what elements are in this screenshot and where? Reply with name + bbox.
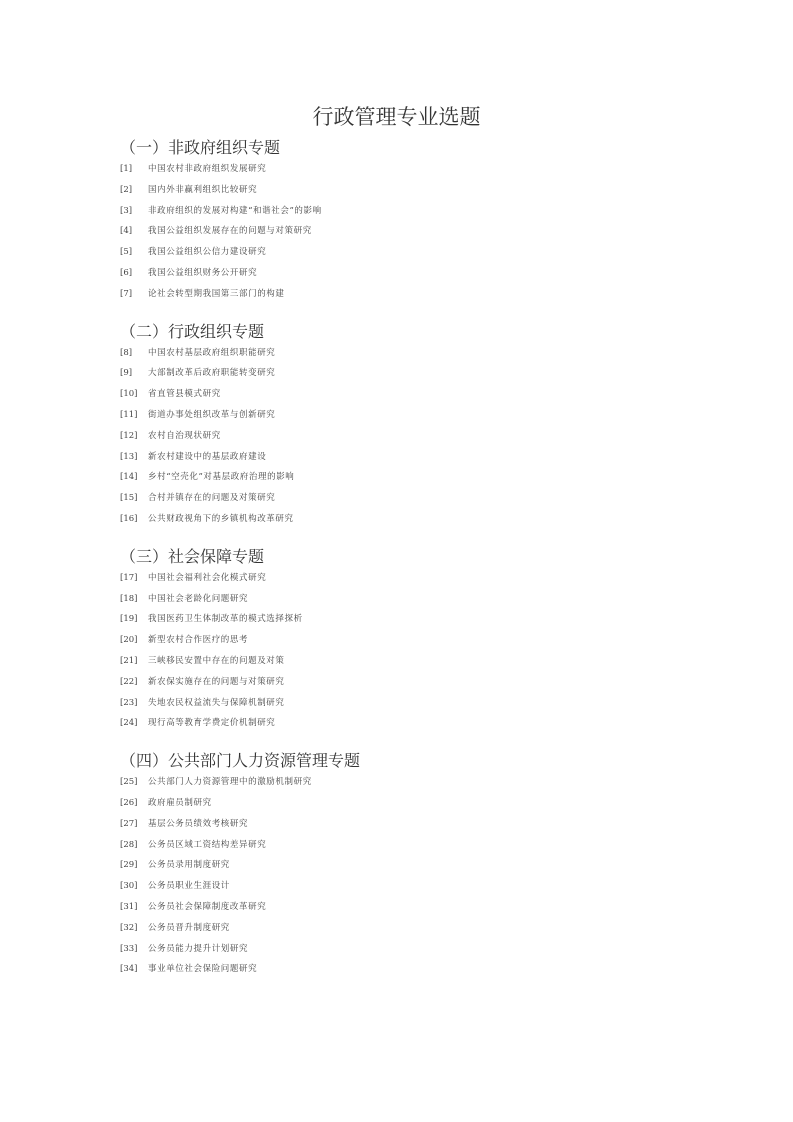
topic-list <box>120 343 680 530</box>
section-title: （三）社会保障专题 <box>120 546 265 566</box>
topic-text: 公共财政视角下的乡镇机构改革研究 <box>148 513 294 524</box>
topic-item <box>120 939 680 960</box>
topic-text: 我国医药卫生体制改革的模式选择探析 <box>148 614 303 625</box>
topic-text: 现行高等教育学费定价机制研究 <box>148 718 276 729</box>
topic-item <box>120 855 680 876</box>
topic-number: [21] <box>120 655 138 666</box>
section-social-security <box>120 546 680 734</box>
topic-number: [1] <box>120 164 133 174</box>
topic-number: [3] <box>120 205 133 216</box>
topic-number: [22] <box>120 676 138 687</box>
topic-number: [28] <box>120 839 138 850</box>
topic-item <box>120 835 680 856</box>
topic-item <box>120 180 680 201</box>
topic-item <box>120 242 680 263</box>
topic-number: [5] <box>120 247 133 258</box>
topic-item <box>120 426 680 447</box>
topic-item <box>120 793 680 814</box>
topic-number: [6] <box>120 267 133 278</box>
topic-text: 公务员职业生涯设计 <box>148 881 230 892</box>
topic-text: 公务员录用制度研究 <box>148 860 230 871</box>
topic-item <box>120 672 680 693</box>
topic-item <box>120 897 680 918</box>
topic-number: [16] <box>120 513 138 524</box>
topic-number: [14] <box>120 472 138 483</box>
topic-sections <box>120 137 680 980</box>
topic-list <box>120 159 680 305</box>
topic-text: 中国农村非政府组织发展研究 <box>148 164 267 174</box>
topic-item <box>120 693 680 714</box>
topic-text: 我国公益组织公信力建设研究 <box>148 247 267 258</box>
topic-text: 公务员区域工资结构差异研究 <box>148 839 267 850</box>
topic-text: 公务员社会保障制度改革研究 <box>148 901 267 912</box>
topic-item <box>120 488 680 509</box>
topic-number: [13] <box>120 451 138 462</box>
topic-number: [8] <box>120 347 133 358</box>
topic-text: 合村并镇存在的问题及对策研究 <box>148 493 276 504</box>
topic-number: [20] <box>120 635 138 646</box>
topic-item <box>120 284 680 305</box>
section-title: （二）行政组织专题 <box>120 321 265 341</box>
topic-number: [4] <box>120 226 133 237</box>
topic-text: 中国社会老龄化问题研究 <box>148 593 249 604</box>
document-title: 行政管理专业选题 <box>312 105 481 129</box>
section-admin-org <box>120 321 680 530</box>
topic-number: [24] <box>120 718 138 729</box>
topic-text: 政府雇员制研究 <box>148 797 212 808</box>
topic-item <box>120 201 680 222</box>
topic-text: 省直管县模式研究 <box>148 389 221 400</box>
topic-item <box>120 713 680 734</box>
topic-number: [33] <box>120 943 138 954</box>
topic-item <box>120 221 680 242</box>
topic-text: 中国社会福利社会化模式研究 <box>148 572 267 583</box>
topic-number: [17] <box>120 572 138 583</box>
topic-item <box>120 363 680 384</box>
topic-list <box>120 772 680 980</box>
topic-number: [32] <box>120 922 138 933</box>
topic-number: [25] <box>120 777 138 788</box>
section-title: （一）非政府组织专题 <box>120 138 281 157</box>
topic-number: [31] <box>120 901 138 912</box>
topic-item <box>120 876 680 897</box>
topic-text: 乡村“空壳化”对基层政府治理的影响 <box>148 472 295 483</box>
topic-text: 非政府组织的发展对构建“和谐社会”的影响 <box>148 205 322 216</box>
topic-item <box>120 959 680 980</box>
topic-item <box>120 814 680 835</box>
topic-number: [34] <box>120 964 138 975</box>
topic-text: 中国农村基层政府组织职能研究 <box>148 347 276 358</box>
topic-item <box>120 918 680 939</box>
topic-number: [26] <box>120 797 138 808</box>
topic-text: 公务员晋升制度研究 <box>148 922 230 933</box>
topic-list <box>120 568 680 734</box>
topic-item <box>120 447 680 468</box>
topic-text: 新型农村合作医疗的思考 <box>148 635 249 646</box>
topic-number: [18] <box>120 593 138 604</box>
topic-item <box>120 772 680 793</box>
topic-text: 三峡移民安置中存在的问题及对策 <box>148 655 285 666</box>
topic-text: 国内外非赢利组织比较研究 <box>148 184 258 195</box>
topic-item <box>120 630 680 651</box>
topic-text: 事业单位社会保险问题研究 <box>148 964 258 975</box>
topic-text: 论社会转型期我国第三部门的构建 <box>148 288 285 299</box>
topic-text: 新农村建设中的基层政府建设 <box>148 451 267 462</box>
topic-number: [27] <box>120 818 138 829</box>
topic-text: 我国公益组织财务公开研究 <box>148 267 258 278</box>
section-title: （四）公共部门人力资源管理专题 <box>120 751 361 771</box>
topic-text: 公务员能力提升计划研究 <box>148 943 249 954</box>
topic-number: [11] <box>120 409 138 420</box>
topic-text: 公共部门人力资源管理中的激励机制研究 <box>148 777 312 788</box>
topic-item <box>120 509 680 530</box>
topic-number: [10] <box>120 389 138 400</box>
topic-text: 大部制改革后政府职能转变研究 <box>148 368 276 379</box>
topic-item <box>120 405 680 426</box>
topic-number: [30] <box>120 881 138 892</box>
topic-item <box>120 568 680 589</box>
topic-text: 新农保实施存在的问题与对策研究 <box>148 676 285 687</box>
topic-number: [7] <box>120 288 133 299</box>
topic-number: [23] <box>120 697 138 708</box>
topic-number: [9] <box>120 368 133 379</box>
topic-text: 街道办事处组织改革与创新研究 <box>148 409 276 420</box>
topic-item <box>120 467 680 488</box>
topic-item <box>120 343 680 364</box>
topic-text: 我国公益组织发展存在的问题与对策研究 <box>148 226 312 237</box>
topic-number: [12] <box>120 430 138 441</box>
topic-item <box>120 263 680 284</box>
topic-number: [15] <box>120 493 138 504</box>
topic-item <box>120 384 680 405</box>
topic-text: 失地农民权益流失与保障机制研究 <box>148 697 285 708</box>
section-ngo <box>120 137 680 305</box>
topic-text: 农村自治现状研究 <box>148 430 221 441</box>
topic-number: [2] <box>120 184 133 195</box>
topic-item <box>120 609 680 630</box>
topic-number: [19] <box>120 614 138 625</box>
section-public-hr <box>120 750 680 980</box>
topic-item <box>120 651 680 672</box>
topic-item <box>120 589 680 610</box>
topic-item <box>120 159 680 180</box>
topic-text: 基层公务员绩效考核研究 <box>148 818 249 829</box>
topic-number: [29] <box>120 860 138 871</box>
